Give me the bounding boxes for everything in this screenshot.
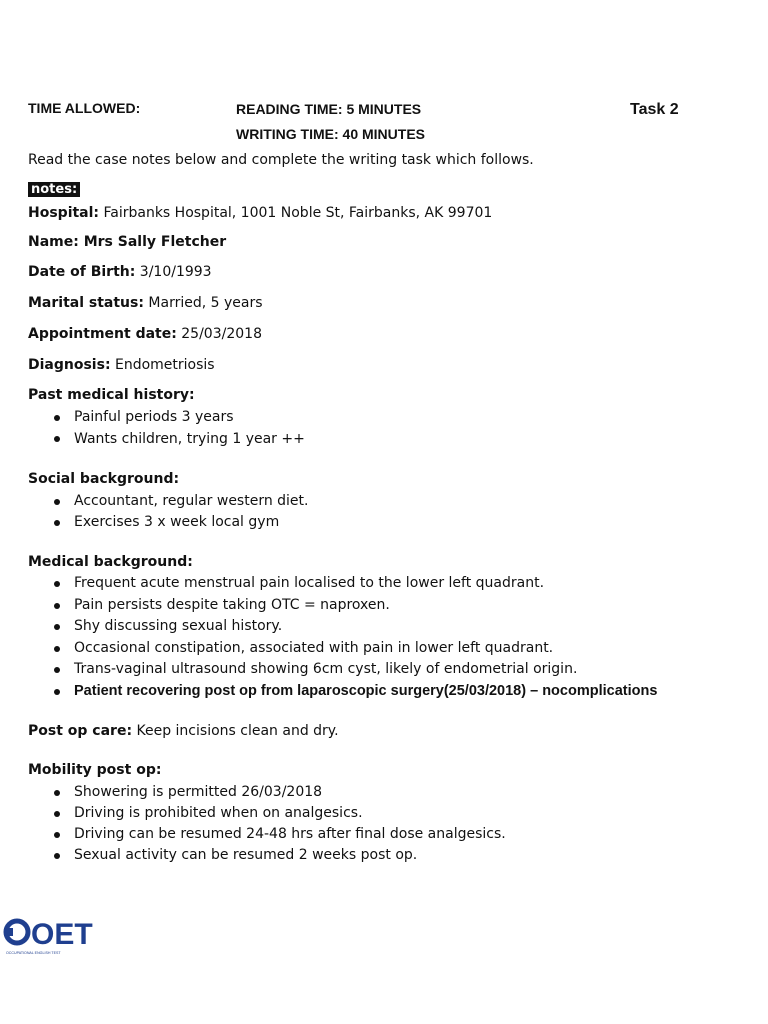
writing-time: WRITING TIME: 40 MINUTES (236, 126, 425, 142)
oet-logo-icon (4, 914, 93, 958)
post-op-care-label: Post op care: (28, 723, 133, 739)
diagnosis-value: Endometriosis (110, 357, 215, 373)
list-item: Driving can be resumed 24-48 hrs after final dose analgesics. (74, 826, 506, 842)
medical-heading: Medical background: (28, 554, 193, 570)
hospital-label: Hospital: (28, 205, 100, 221)
list-item: Trans-vaginal ultrasound showing 6cm cyst, likely of endometrial origin. (74, 661, 578, 677)
bullet-icon (54, 415, 60, 421)
notes-label: notes: (28, 182, 80, 197)
list-item: Patient recovering post op from laparoscopic surgery(25/03/2018) – nocomplications (74, 683, 658, 699)
past-medical-heading: Past medical history: (28, 387, 195, 403)
list-item: Pain persists despite taking OTC = naproxen. (74, 597, 390, 613)
hospital-field (28, 205, 492, 221)
instruction-text: Read the case notes below and complete the writing task which follows. (28, 152, 534, 168)
bullet-icon (54, 832, 60, 838)
bullet-icon (54, 603, 60, 609)
bullet-icon (54, 667, 60, 673)
diagnosis-label: Diagnosis: (28, 357, 111, 373)
bullet-icon (54, 853, 60, 859)
social-heading: Social background: (28, 471, 180, 487)
marital-field (28, 295, 263, 311)
list-item: Exercises 3 x week local gym (74, 514, 280, 530)
patient-name: Name: Mrs Sally Fletcher (28, 234, 227, 250)
list-item: Showering is permitted 26/03/2018 (74, 784, 323, 800)
bullet-icon (54, 499, 60, 505)
list-item: Frequent acute menstrual pain localised to the lower left quadrant. (74, 575, 545, 591)
list-item: Occasional constipation, associated with pain in lower left quadrant. (74, 640, 554, 656)
list-item: Wants children, trying 1 year ++ (74, 431, 305, 447)
appointment-value: 25/03/2018 (176, 326, 262, 342)
bullet-icon (54, 811, 60, 817)
list-item: Shy discussing sexual history. (74, 618, 283, 634)
hospital-value: Fairbanks Hospital, 1001 Noble St, Fairbanks, AK 99701 (99, 205, 493, 221)
dob-field (28, 264, 212, 280)
bullet-icon (54, 520, 60, 526)
list-item: Painful periods 3 years (74, 409, 234, 425)
post-op-care-value: Keep incisions clean and dry. (132, 723, 339, 739)
appointment-field (28, 326, 262, 342)
bullet-icon (54, 646, 60, 652)
task-label: Task 2 (630, 101, 679, 118)
diagnosis-field (28, 357, 215, 373)
appointment-label: Appointment date: (28, 326, 177, 342)
reading-time: READING TIME: 5 MINUTES (236, 101, 422, 117)
bullet-icon (54, 689, 60, 695)
mobility-heading: Mobility post op: (28, 762, 162, 778)
logo-subtext: OCCUPATIONAL ENGLISH TEST (6, 951, 61, 955)
marital-value: Married, 5 years (143, 295, 263, 311)
logo-text: OET (31, 918, 93, 951)
bullet-icon (54, 790, 60, 796)
list-item: Accountant, regular western diet. (74, 493, 309, 509)
bullet-icon (54, 436, 60, 442)
marital-label: Marital status: (28, 295, 144, 311)
bullet-icon (54, 624, 60, 630)
time-allowed-label: TIME ALLOWED: (28, 100, 141, 116)
post-op-care (28, 723, 339, 739)
dob-label: Date of Birth: (28, 264, 136, 280)
list-item: Driving is prohibited when on analgesics. (74, 805, 363, 821)
list-item: Sexual activity can be resumed 2 weeks post op. (74, 847, 418, 863)
bullet-icon (54, 581, 60, 587)
dob-value: 3/10/1993 (135, 264, 212, 280)
